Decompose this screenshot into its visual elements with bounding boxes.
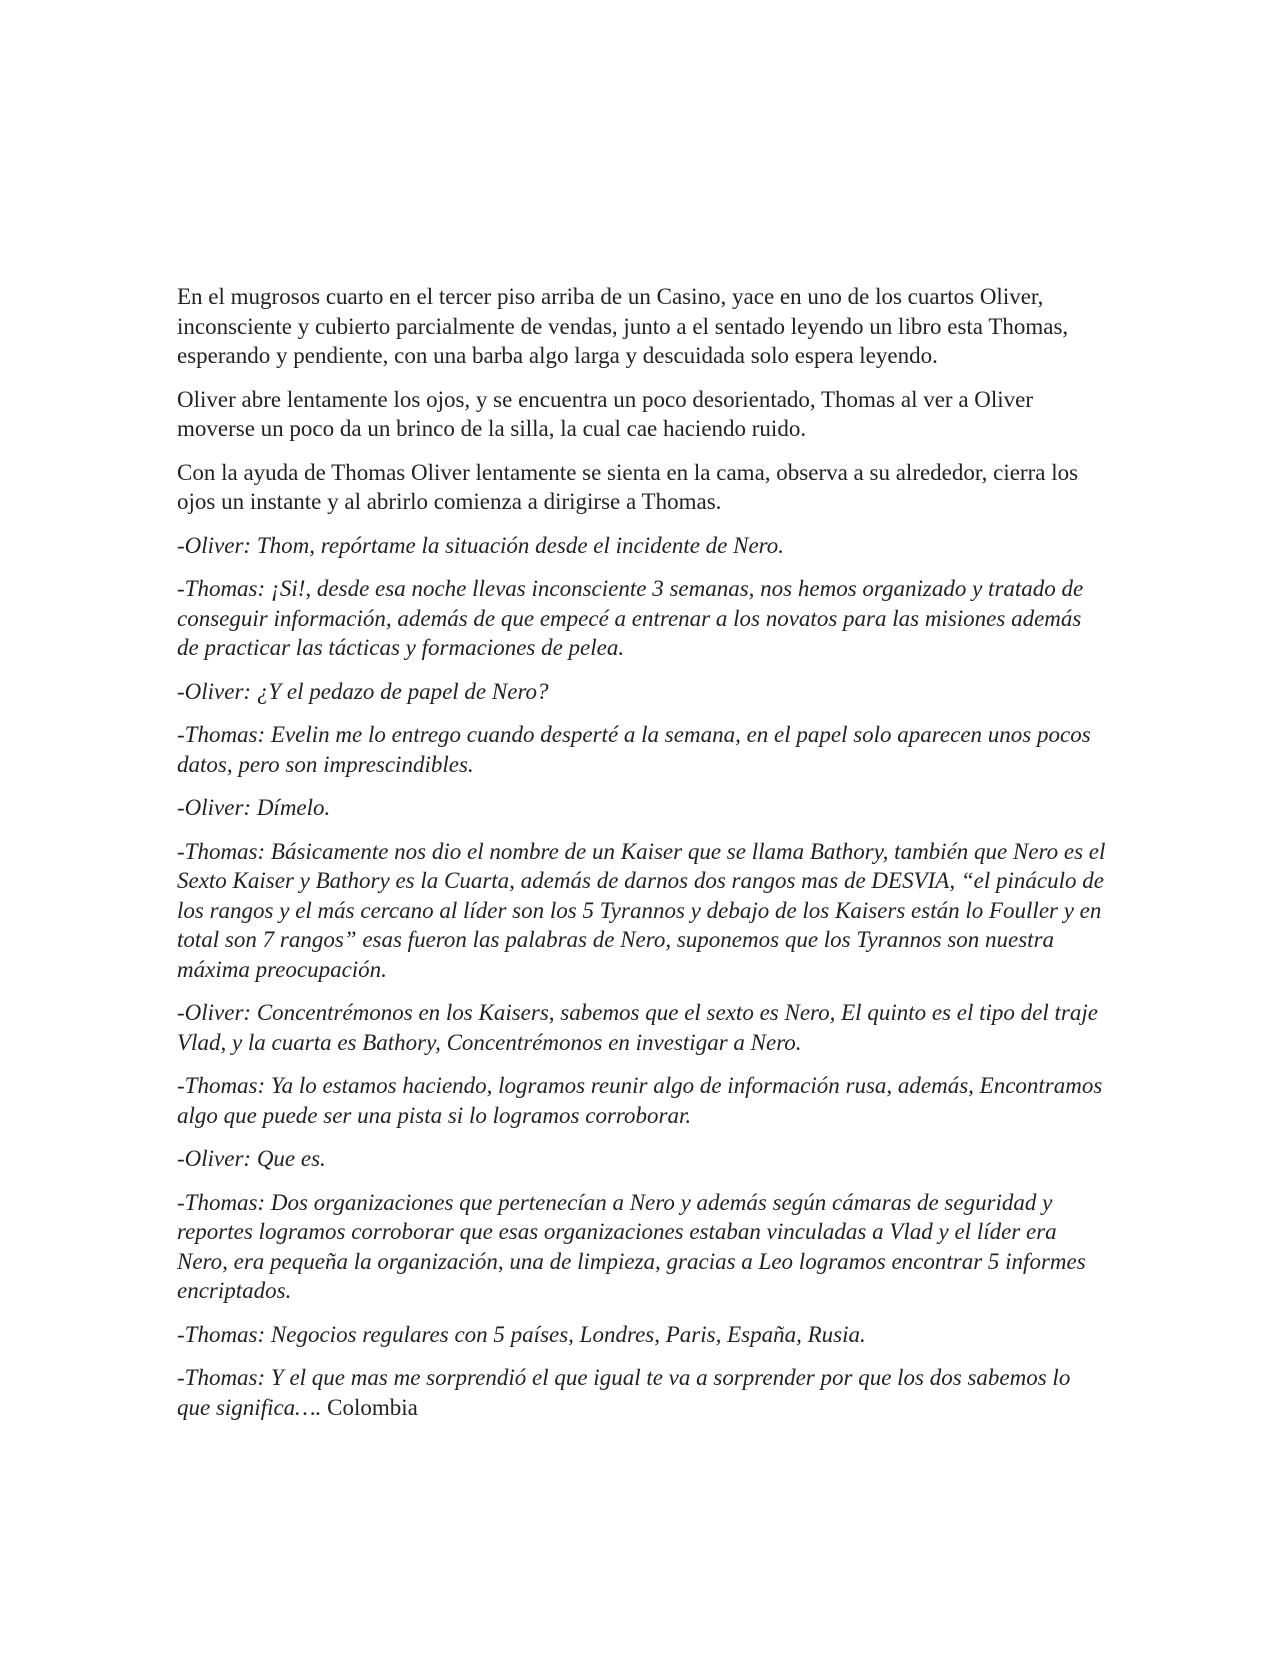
dialogue-line-oliver: -Oliver: ¿Y el pedazo de papel de Nero? xyxy=(177,678,549,704)
dialogue-line-oliver: -Oliver: Concentrémonos en los Kaisers, sabemos que el sexto es Nero, El quinto es el tipo del traje Vlad, y la cuarta es Bathory, Concentrémonos en investigar a Nero. xyxy=(177,1000,1098,1055)
narration-paragraph: En el mugrosos cuarto en el tercer piso arriba de un Casino, yace en uno de los cuartos Oliver, inconsciente y cubierto parcialmente de vendas, junto a el sentado leyendo un libro esta Thomas, esperando y pendiente, con una barba algo larga y descuidada solo espera leyendo. xyxy=(177,284,1069,368)
dialogue-line-oliver: -Oliver: Que es. xyxy=(177,1146,326,1171)
dialogue-line-oliver: -Oliver: Thom, repórtame la situación desde el incidente de Nero. xyxy=(177,532,785,558)
dialogue-line-thomas: -Thomas: Dos organizaciones que pertenecían a Nero y además según cámaras de seguridad y reportes logramos corroborar que esas organizaciones estaban vinculadas a Vlad y el líder era Nero, era pequeña la organización, una de limpieza, gracias a Leo logramos encontrar 5 informes encriptados. xyxy=(177,1189,1086,1303)
dialogue-line-thomas: -Thomas: Básicamente nos dio el nombre de un Kaiser que se llama Bathory, también que Nero es el Sexto Kaiser y Bathory es la Cuarta, además de darnos dos rangos mas de DESVIA, “el pináculo de los rangos y el más cercano al líder son los 5 Tyrannos y debajo de los Kaisers están lo Fouller y en total son 7 rangos” esas fueron las palabras de Nero, suponemos que los Tyrannos son nuestra máxima preocupación. xyxy=(177,838,1106,982)
dialogue-line-oliver: -Oliver: Dímelo. xyxy=(177,795,331,820)
document-page xyxy=(177,282,1107,1436)
dialogue-line-text: -Thomas: Y el que mas me sorprendió el que igual te va a sorprender por que los dos sabemos lo que significa…. xyxy=(177,1365,1071,1420)
dialogue-trailing-word: Colombia xyxy=(327,1394,418,1420)
narration-paragraph: Con la ayuda de Thomas Oliver lentamente se sienta en la cama, observa a su alrededor, cierra los ojos un instante y al abrirlo comienza a dirigirse a Thomas. xyxy=(177,459,1079,514)
dialogue-line-thomas: -Thomas: ¡Si!, desde esa noche llevas inconsciente 3 semanas, nos hemos organizado y tratado de conseguir información, además de que empecé a entrenar a los novatos para las misiones además de practicar las tácticas y formaciones de pelea. xyxy=(177,576,1084,660)
dialogue-line-thomas-final xyxy=(177,1363,1107,1422)
dialogue-line-thomas: -Thomas: Negocios regulares con 5 países, Londres, Paris, España, Rusia. xyxy=(177,1321,866,1347)
narration-paragraph: Oliver abre lentamente los ojos, y se encuentra un poco desorientado, Thomas al ver a Oliver moverse un poco da un brinco de la silla, la cual cae haciendo ruido. xyxy=(177,386,1034,441)
dialogue-line-thomas: -Thomas: Ya lo estamos haciendo, logramos reunir algo de información rusa, además, Encontramos algo que puede ser una pista si lo logramos corroborar. xyxy=(177,1073,1103,1128)
dialogue-line-thomas: -Thomas: Evelin me lo entrego cuando desperté a la semana, en el papel solo aparecen unos pocos datos, pero son imprescindibles. xyxy=(177,722,1091,777)
